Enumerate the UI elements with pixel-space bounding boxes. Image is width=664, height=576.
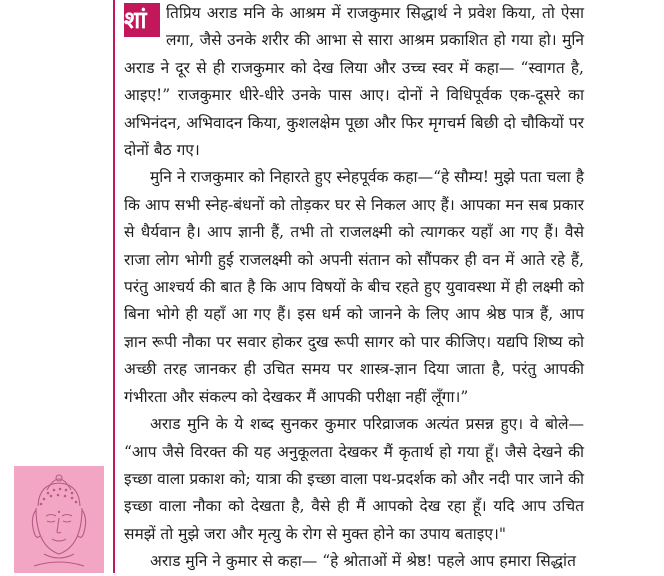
paragraph-2: मुनि ने राजकुमार को निहारते हुए स्नेहपूर्वक कहा—“हे सौम्य! मुझे पता चला है कि आप सभी स्नेह-बंधनों को तोड़कर घर से निकल आए हैं। आपका मन सब प्रकार से धैर्यवान है। आप ज्ञानी हैं, तभी तो राजलक्ष्मी को त्यागकर यहाँ आ गए हैं। वैसे राजा लोग भोगी हुई राजलक्ष्मी को अपनी संतान को सौंपकर ही वन में आते रहे हैं, परंतु आश्चर्य की बात है कि आप विषयों के बीच रहते हुए युवावस्था में ही लक्ष्मी को बिना भोगे ही यहाँ आ गए हैं। इस धर्म को जानने के लिए आप श्रेष्ठ पात्र हैं, आप ज्ञान रूपी नौका पर सवार होकर दुख रूपी सागर को पार कीजिए। यद्यपि शिष्य को अच्छी तरह जानकर ही उचित समय पर शास्त्र-ज्ञान दिया जाता है, परंतु आपकी गंभीरता और संकल्प को देखकर मैं आपकी परीक्षा नहीं लूँगा।” — [124, 168, 584, 406]
paragraph-3: अराड मुनि के ये शब्द सुनकर कुमार परिव्राजक अत्यंत प्रसन्न हुए। वे बोले— “आप जैसे विरक्त की यह अनुकूलता देखकर मैं कृतार्थ हो गया हूँ। जैसे देखने की इच्छा वाला प्रकाश को; यात्रा की इच्छा वाला पथ-प्रदर्शक को और नदी पार जाने की इच्छा वाला नौका को देखता है, वैसे ही मैं आपको देख रहा हूँ। यदि आप उचित समझें तो मुझे जरा और मृत्यु के रोग से मुक्त होने का उपाय बताइए।" — [124, 415, 584, 543]
story-text — [124, 0, 584, 573]
paragraph-1 — [124, 0, 584, 164]
drop-cap: शां — [124, 3, 160, 37]
paragraph-4: अराड मुनि ने कुमार से कहा— “हे श्रोताओं में श्रेष्ठ! पहले आप हमारा सिद्धांत — [150, 552, 576, 571]
paragraph-1-text: तिप्रिय अराड मनि के आश्रम में राजकुमार सिद्धार्थ ने प्रवेश किया, तो ऐसा लगा, जैसे उनके शरीर की आभा से सारा आश्रम प्रकाशित हो गया हो। मुनि अराड ने दूर से ही राजकुमार को देख लिया और उच्च स्वर में कहा— “स्वागत है, आइए!” राजकुमार धीरे-धीरे उनके पास आए। दोनों ने विधिपूर्वक एक-दूसरे का अभिनंदन, अभिवादन किया, कुशलक्षेम पूछा और फिर मृगचर्म बिछी दो चौकियों पर दोनों बैठ गए। — [124, 4, 584, 160]
buddha-head-illustration — [14, 466, 104, 573]
margin-rule — [113, 0, 115, 573]
